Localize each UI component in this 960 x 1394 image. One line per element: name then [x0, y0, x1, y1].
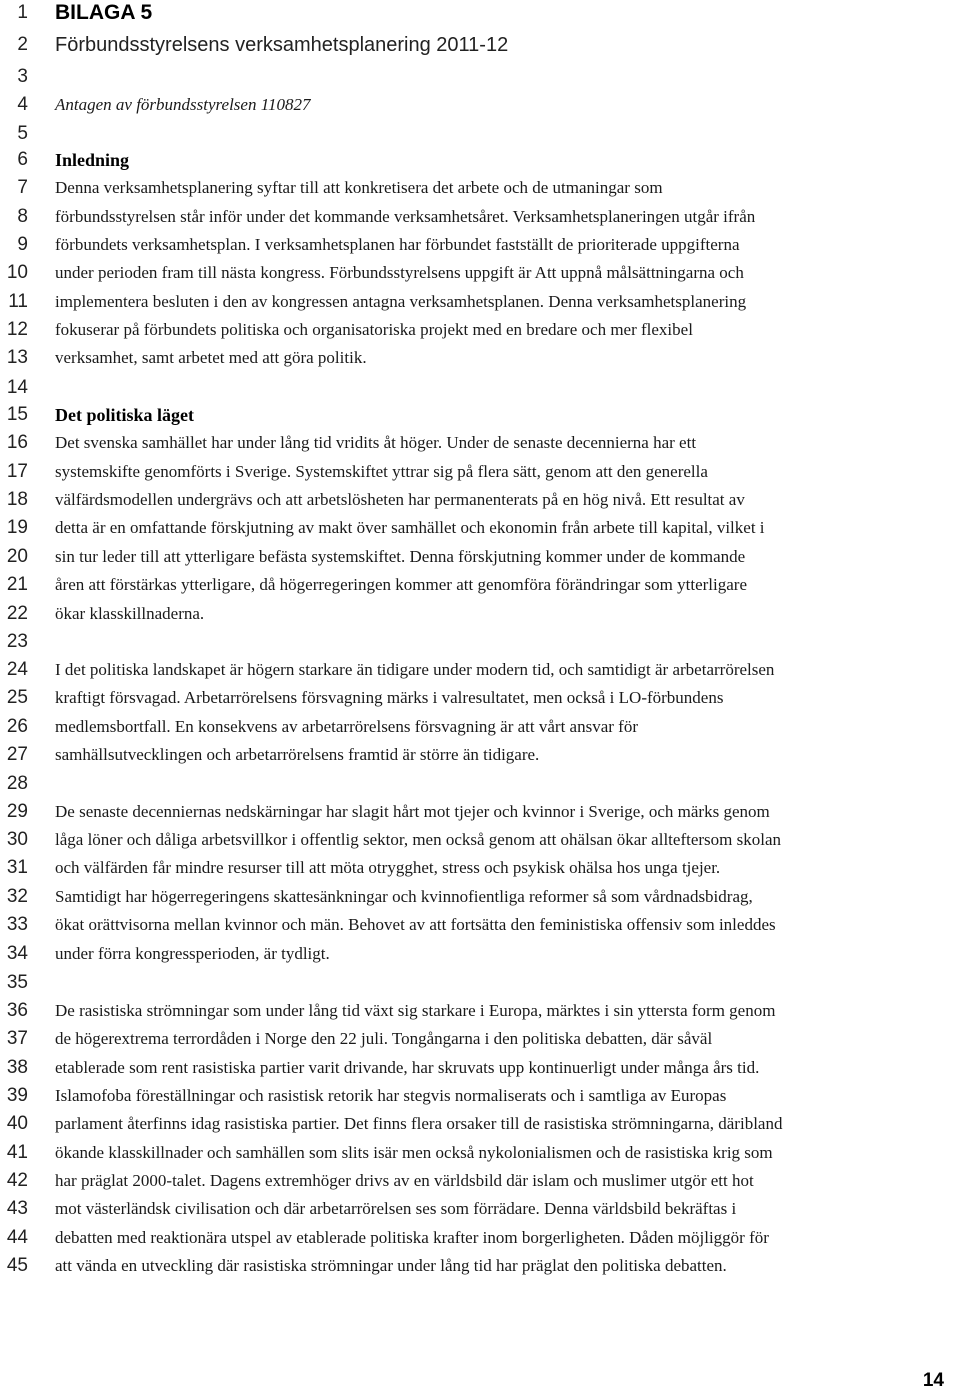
section-heading-politics: Det politiska läget [55, 405, 194, 425]
document-subtitle: Förbundsstyrelsens verksamhetsplanering 2011-12 [55, 34, 509, 56]
line-number: 15 [6, 404, 28, 425]
paragraph-line: låga löner och dåliga arbetsvillkor i offentlig sektor, men också genom att ohälsan ökar allteftersom skolan [55, 830, 782, 849]
line-number: 43 [6, 1198, 28, 1219]
paragraph-line: fokuserar på förbundets politiska och organisatoriska projekt med en bredare och mer flexibel [55, 320, 693, 339]
line-number: 22 [6, 603, 28, 624]
line-number: 21 [6, 574, 28, 595]
paragraph-line: detta är en omfattande förskjutning av makt över samhället och ekonomin från arbete till kapital, vilket i [55, 518, 765, 537]
line-number: 7 [17, 177, 28, 198]
line-number: 30 [6, 829, 28, 850]
line-number: 39 [6, 1085, 28, 1106]
line-number: 24 [6, 659, 28, 680]
line-number: 10 [6, 262, 28, 283]
paragraph-line: att vända en utveckling där rasistiska strömningar under lång tid har präglat den politiska debatten. [55, 1256, 727, 1275]
paragraph-line: och välfärden får mindre resurser till att möta otrygghet, stress och psykisk ohälsa hos unga tjejer. [55, 858, 721, 877]
paragraph-line: åren att förstärkas ytterligare, då högerregeringen kommer att genomföra förändringar som ytterligare [55, 575, 747, 594]
paragraph-line: ökat orättvisorna mellan kvinnor och män. Behovet av att fortsätta den feministiska offensiv som inleddes [55, 915, 776, 934]
paragraph-line: kraftigt försvagad. Arbetarrörelsens försvagning märks i valresultatet, men också i LO-förbundens [55, 688, 724, 707]
line-number: 32 [6, 886, 28, 907]
line-number: 23 [6, 631, 28, 652]
paragraph-line: förbundsstyrelsen står inför under det kommande verksamhetsåret. Verksamhetsplaneringen utgår ifrån [55, 207, 756, 226]
line-number: 29 [6, 801, 28, 822]
line-number: 25 [6, 687, 28, 708]
line-number: 11 [8, 291, 28, 312]
line-number: 41 [6, 1142, 28, 1163]
section-heading-intro: Inledning [55, 150, 130, 170]
line-number: 45 [6, 1255, 28, 1276]
line-number: 35 [6, 972, 28, 993]
line-number: 4 [17, 94, 28, 115]
line-number: 3 [17, 66, 28, 87]
line-number: 42 [6, 1170, 28, 1191]
line-number: 33 [6, 914, 28, 935]
paragraph-line: mot västerländsk civilisation och där arbetarrörelsen ses som förrädare. Denna världsbild bekräftas i [55, 1199, 737, 1218]
paragraph-line: debatten med reaktionära utspel av etablerade politiska krafter inom borgerligheten. Dåden möjliggör för [55, 1228, 769, 1247]
line-number: 31 [6, 857, 28, 878]
line-number: 16 [6, 432, 28, 453]
paragraph-line: verksamhet, samt arbetet med att göra politik. [55, 348, 367, 367]
paragraph-line: ökar klasskillnaderna. [55, 604, 205, 623]
paragraph-line: I det politiska landskapet är högern starkare än tidigare under modern tid, och samtidigt är arbetarrörelsen [55, 660, 775, 679]
paragraph-line: Samtidigt har högerregeringens skattesänkningar och kvinnofientliga reformer så som vårdnadsbidrag, [55, 887, 753, 906]
paragraph-line: Islamofoba föreställningar och rasistisk retorik har stegvis normaliserats och i samtliga av Europas [55, 1086, 727, 1105]
paragraph-line: etablerade som rent rasistiska partier varit drivande, har skruvats upp kontinuerligt under många års tid. [55, 1058, 760, 1077]
line-number: 14 [6, 377, 28, 398]
page-number: 14 [922, 1370, 944, 1391]
line-number: 40 [6, 1113, 28, 1134]
paragraph-line: parlament återfinns idag rasistiska partier. Det finns flera orsaker till de rasistiska strömningarna, däribland [55, 1114, 783, 1133]
line-number: 6 [17, 149, 28, 170]
line-number: 17 [6, 461, 28, 482]
paragraph-line: systemskifte genomförts i Sverige. Systemskiftet yttrar sig på flera sätt, genom att den generella [55, 462, 708, 481]
paragraph-line: välfärdsmodellen undergrävs och att arbetslösheten har permanenterats på en hög nivå. Ett resultat av [55, 490, 745, 509]
paragraph-line: under perioden fram till nästa kongress. Förbundsstyrelsens uppgift är Att uppnå målsättningarna och [55, 263, 744, 282]
line-number: 1 [17, 2, 28, 23]
paragraph-line: har präglat 2000-talet. Dagens extremhöger drivs av en världsbild där islam och muslimer utgör ett hot [55, 1171, 754, 1190]
paragraph-line: De rasistiska strömningar som under lång tid växt sig starkare i Europa, märktes i sin yttersta form genom [55, 1001, 776, 1020]
paragraph-line: Det svenska samhället har under lång tid vridits åt höger. Under de senaste decennierna har ett [55, 433, 697, 452]
line-number: 18 [6, 489, 28, 510]
paragraph-line: samhällsutvecklingen och arbetarrörelsens framtid är större än tidigare. [55, 745, 540, 764]
line-number: 12 [6, 319, 28, 340]
line-number: 37 [6, 1028, 28, 1049]
paragraph-line: förbundets verksamhetsplan. I verksamhetsplanen har förbundet fastställt de prioriterade uppgifterna [55, 235, 740, 254]
document-title: BILAGA 5 [55, 1, 153, 24]
line-number: 5 [17, 123, 28, 144]
paragraph-line: ökande klasskillnader och samhällen som slits isär men också nykolonialismen och de rasistiska krig som [55, 1143, 773, 1162]
paragraph-line: sin tur leder till att ytterligare befästa systemskiftet. Denna förskjutning kommer under de kommande [55, 547, 746, 566]
line-number: 13 [6, 347, 28, 368]
line-number: 28 [6, 773, 28, 794]
line-number: 34 [6, 943, 28, 964]
paragraph-line: de högerextrema terrordåden i Norge den 22 juli. Tongångarna i den politiska debatten, där såväl [55, 1029, 713, 1048]
paragraph-line: implementera besluten i den av kongressen antagna verksamhetsplanen. Denna verksamhetsplanering [55, 292, 747, 311]
line-number: 36 [6, 1000, 28, 1021]
paragraph-line: De senaste decenniernas nedskärningar har slagit hårt mot tjejer och kvinnor i Sverige, och märks genom [55, 802, 770, 821]
line-number: 8 [17, 206, 28, 227]
line-number: 9 [17, 234, 28, 255]
paragraph-line: Denna verksamhetsplanering syftar till att konkretisera det arbete och de utmaningar som [55, 178, 663, 197]
line-number: 44 [6, 1227, 28, 1248]
line-number: 27 [6, 744, 28, 765]
line-number: 19 [6, 517, 28, 538]
line-number: 26 [6, 716, 28, 737]
line-number: 20 [6, 546, 28, 567]
paragraph-line: medlemsbortfall. En konsekvens av arbetarrörelsens försvagning är att vårt ansvar för [55, 717, 638, 736]
line-number: 38 [6, 1057, 28, 1078]
line-number: 2 [17, 34, 28, 55]
paragraph-line: under förra kongressperioden, är tydligt. [55, 944, 330, 963]
adoption-note: Antagen av förbundsstyrelsen 110827 [55, 95, 311, 114]
